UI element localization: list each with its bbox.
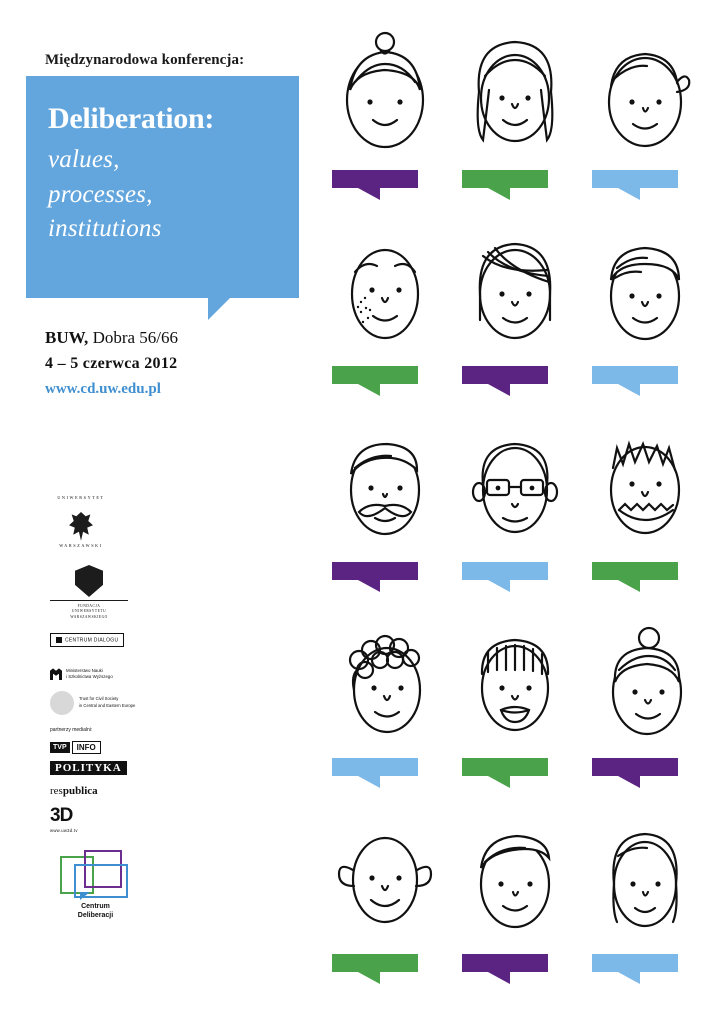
face-bangs-woman [450,216,580,412]
trust-text [79,696,135,709]
fundacja-line-3: WARSZAWSKIEGO [70,614,108,619]
venue-text [45,328,178,348]
page-title: Deliberation: [48,102,215,135]
title-subtitle [48,143,289,247]
venue-address: Dobra 56/66 [88,328,179,347]
face-beard-man [580,412,710,608]
speech-bubble-tail [208,298,230,320]
venue-building: BUW, [45,328,89,347]
event-date: 4 – 5 czerwca 2012 [45,355,178,372]
title-speech-bubble [26,76,299,298]
ministry-line-1: Ministerstwo Nauki [66,667,103,673]
faces-grid [320,20,710,1000]
respublica-suffix: publica [62,785,98,797]
face-drawing [325,608,445,758]
tvp-info-label: INFO [72,741,101,754]
flag-shape [332,954,418,984]
face-freckled-man [320,216,450,412]
face-curly-hair-man [320,608,450,804]
face-drawing [325,216,445,366]
face-big-ears-man [320,804,450,1000]
title-block [48,102,289,247]
face-drawing [585,608,705,758]
media-partners-label: partnerzy medialni: [50,727,93,733]
tvp-mark: TVP [50,742,70,753]
face-drawing [325,804,445,954]
flag-shape [462,562,548,592]
face-swept-hair-woman [450,804,580,1000]
fundacja-line-2: UNIWERSYTETU [71,609,107,614]
flag-shape [332,758,418,788]
face-drawing [585,804,705,954]
dialogue-label: CENTRUM DIALOGU [65,637,119,643]
ministry-text [66,668,113,681]
eagle-icon [68,512,94,542]
crest-icon [75,565,103,597]
flag-shape [332,170,418,200]
face-topknot-woman [580,608,710,804]
logo-polityka: POLITYKA [50,761,127,775]
centrum-line-2: Deliberacji [77,912,114,920]
conference-kicker: Międzynarodowa konferencja: [45,52,245,68]
face-stubble-man [450,608,580,804]
website-link[interactable]: www.cd.uw.edu.pl [45,381,161,397]
flag-shape [592,758,678,788]
fundacja-line-1: FUNDACJA [77,604,101,608]
logo-university-of-warsaw [50,495,112,551]
subtitle-line-3: institutions [48,215,162,242]
logo-centrum-dialogu [50,628,124,647]
flag-shape [592,366,678,396]
face-drawing [455,608,575,758]
bubble-tail-icon [80,892,90,900]
logo-centrum-deliberacji [48,850,143,920]
ministry-line-2: i Szkolnictwa Wyższego [66,674,113,680]
face-drawing [455,216,575,366]
face-cap-man [580,20,710,216]
logo-3d [50,805,78,833]
respublica-prefix: res [50,785,63,797]
flag-shape [332,366,418,396]
face-bun-woman [320,20,450,216]
trust-seal-icon [50,691,74,715]
face-straight-hair-woman [580,804,710,1000]
face-drawing [585,20,705,170]
centrum-line-1: Centrum [81,903,110,910]
dialogue-logo-box [50,633,124,647]
logo-ministry-of-science [50,665,113,683]
logo-respublica [50,785,98,797]
logo-fundacja-uw [50,565,128,620]
face-long-hair-woman [450,20,580,216]
face-drawing [325,412,445,562]
subtitle-line-1: values, [48,146,120,173]
tri-d-url: www.uw3d.tv [50,828,78,833]
face-glasses-man [450,412,580,608]
centrum-bubbles-icon [60,850,132,898]
flag-shape [592,170,678,200]
divider [50,600,128,601]
poster-left-column [0,0,320,1024]
ministry-mark-icon [50,668,62,680]
flag-shape [462,366,548,396]
flag-shape [592,954,678,984]
centrum-label [48,902,143,920]
face-drawing [325,20,445,170]
flag-shape [462,170,548,200]
flag-shape [332,562,418,592]
subtitle-line-2: processes, [48,180,153,208]
trust-line-1: Trust for Civil Society [79,696,119,702]
tri-d-label: 3D [50,805,73,826]
face-drawing [585,412,705,562]
flag-shape [462,954,548,984]
face-drawing [455,804,575,954]
logo-trust-civil-society [50,691,135,715]
flag-shape [592,562,678,592]
logo-tvp-info [50,738,101,756]
face-short-hair-man [580,216,710,412]
square-icon [56,637,62,643]
trust-line-2: in Central and Eastern Europe [79,703,136,708]
flag-shape [462,758,548,788]
face-drawing [455,20,575,170]
uw-seal-top-text: UNIWERSYTET [57,495,105,500]
uw-seal-bottom-text: WARSZAWSKI [59,543,103,548]
face-moustache-man [320,412,450,608]
face-drawing [585,216,705,366]
face-drawing [455,412,575,562]
